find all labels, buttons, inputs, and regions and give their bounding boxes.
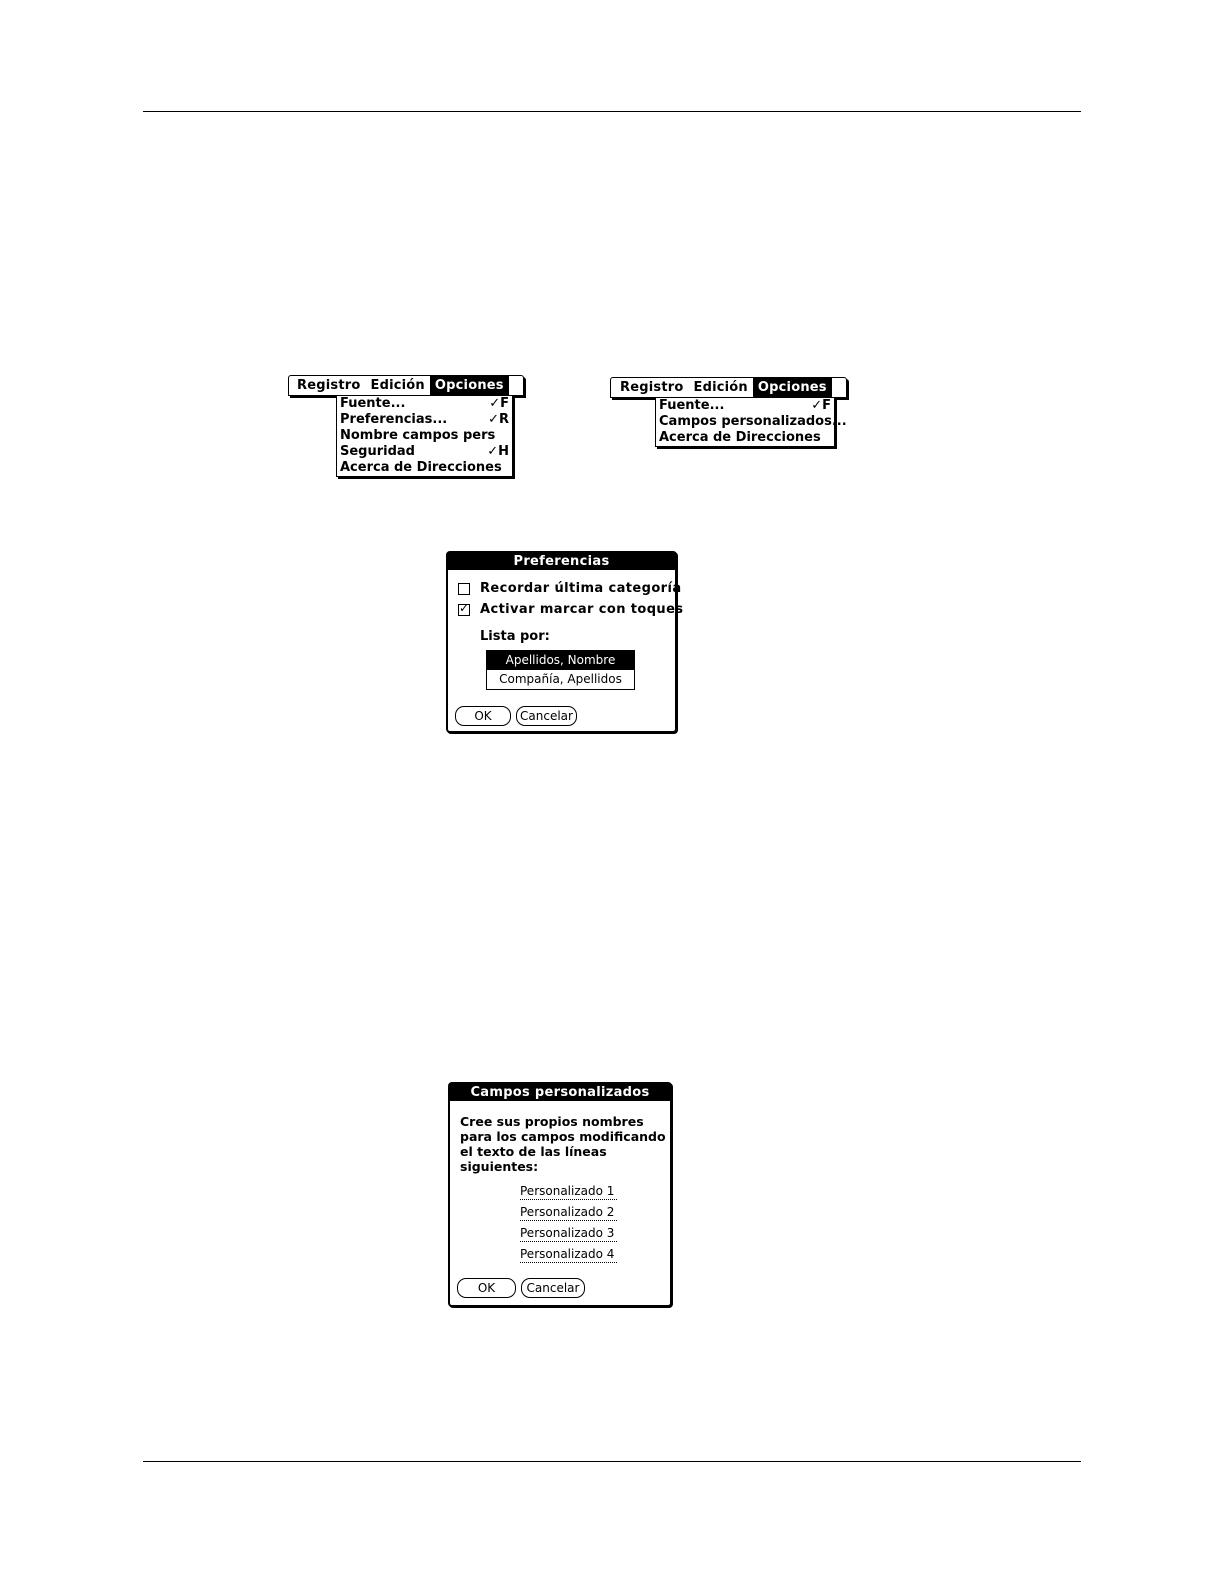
checkbox-label: Activar marcar con toques [480,602,684,617]
custom-fields-dialog [448,1082,672,1307]
shortcut-label: ✓F [811,398,831,413]
options-menu-short [655,397,847,447]
cancel-button[interactable]: Cancelar [516,706,577,726]
menu-item-fuente[interactable] [656,398,834,414]
preferences-dialog [446,551,684,733]
shortcut-label: ✓F [489,396,509,411]
menu-item-label: Nombre campos pers [340,428,496,443]
remember-category-checkbox[interactable] [458,583,470,595]
menu-item-campos-personalizados[interactable] [656,414,847,430]
shortcut-label: ✓H [487,444,509,459]
menu-item-label: Acerca de Direcciones [340,460,502,475]
options-menu-full [336,395,513,477]
custom-field-2[interactable]: Personalizado 2 [520,1205,617,1221]
menu-item-label: Acerca de Direcciones [659,430,821,445]
custom-field-4[interactable]: Personalizado 4 [520,1247,617,1263]
list-by-label: Lista por: [480,629,550,644]
dialog-title: Preferencias [448,553,675,570]
menu-item-label: Fuente... [659,398,725,413]
menu-item-seguridad[interactable] [337,444,512,460]
dialog-title: Campos personalizados [450,1084,670,1101]
shortcut-label: ✓R [488,412,509,427]
menu-item-fuente[interactable] [337,396,512,412]
menu-item-label: Fuente... [340,396,406,411]
sort-order-list [486,650,635,690]
bottom-rule [143,1461,1081,1462]
tap-mark-checkbox[interactable] [458,604,470,616]
sort-option-compania[interactable]: Compañía, Apellidos [499,672,622,686]
menu-edicion[interactable]: Edición [370,378,425,393]
menu-item-preferencias[interactable] [337,412,512,428]
menu-registro[interactable]: Registro [620,380,684,395]
menu-opciones[interactable]: Opciones [753,378,832,397]
menu-item-acerca[interactable] [656,430,834,446]
menu-item-acerca[interactable] [337,460,512,476]
checkbox-label: Recordar última categoría [480,581,682,596]
menu-opciones[interactable]: Opciones [430,376,509,395]
menu-registro[interactable]: Registro [297,378,361,393]
menu-item-label: Campos personalizados... [659,414,847,429]
top-rule [143,111,1081,112]
ok-button[interactable]: OK [457,1278,516,1298]
menu-item-nombre-campos[interactable] [337,428,512,444]
cancel-button[interactable]: Cancelar [521,1278,585,1298]
custom-field-3[interactable]: Personalizado 3 [520,1226,617,1242]
custom-field-1[interactable]: Personalizado 1 [520,1184,617,1200]
ok-button[interactable]: OK [455,706,511,726]
menu-item-label: Seguridad [340,444,415,459]
menu-edicion[interactable]: Edición [693,380,748,395]
menubar-full [288,375,524,396]
sort-option-apellidos[interactable]: Apellidos, Nombre [487,651,634,670]
tap-mark-option[interactable] [458,602,683,617]
menubar-short [610,377,847,398]
menu-item-label: Preferencias... [340,412,448,427]
remember-category-option[interactable] [458,581,682,596]
instructions-text: Cree sus propios nombres para los campos modificando el texto de las líneas siguientes: [460,1114,666,1174]
